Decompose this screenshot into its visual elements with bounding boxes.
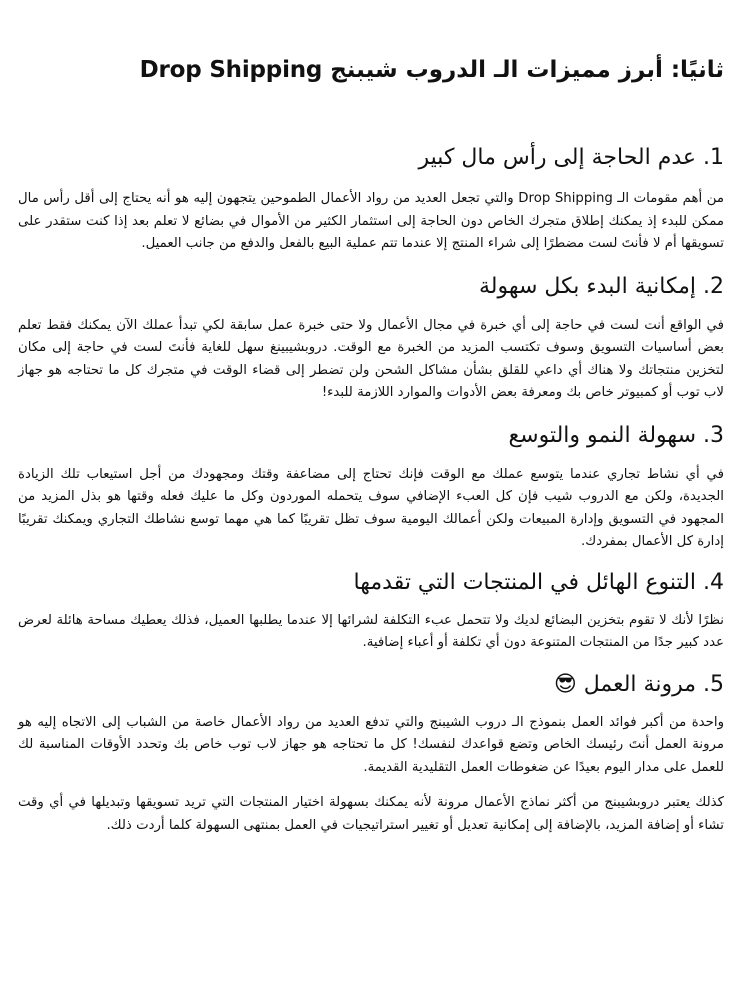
paragraph: في أي نشاط تجاري عندما يتوسع عملك مع الوقت فإنك تحتاج إلى مضاعفة وقتك ومجهودك من أجل استيعاب تلك الزيادة الجديدة، ولكن مع الدروب شيب فإن كل العبء الإضافي سوف يتحمله الموردون وكل ما عليك فعله وقتها هو بذل المزيد من المجهود في التسويق وإدارة المبيعات ولكن أعمالك اليومية سوف تظل تقريبًا كما هي مهما توسع نشاطك التجاري ويمكنك تقريبًا إدارة كل الأعمال بمفردك. <box>18 466 724 549</box>
section-heading: 5. مرونة العمل 😎 <box>553 671 724 697</box>
section-heading: 2. إمكانية البدء بكل سهولة <box>479 273 724 299</box>
paragraph: في الواقع أنت لست في حاجة إلى أي خبرة في مجال الأعمال ولا حتى خبرة عمل سابقة لكي تبدأ عملك الآن يمكنك فقط تعلم بعض أساسيات التسويق وسوف تكتسب المزيد من الخبرة مع الوقت. دروبشيبينغ سهل للغاية فأنتَ لست في حاجة إلى مكان لتخزين منتجاتك ولا هناك أي داعي للقلق بشأن مشاكل الشحن ولن تضطر إلى قضاء الوقت في متجرك كل ما تحتاجه هو جهاز لاب توب أو كمبيوتر خاص بك ومعرفة بعض الأدوات والموارد اللازمة للبدء! <box>18 317 724 400</box>
page-title: ثانيًا: أبرز مميزات الـ الدروب شيبنج Drop Shipping <box>139 57 724 83</box>
paragraph: نظرًا لأنك لا تقوم بتخزين البضائع لديك ولا تتحمل عبء التكلفة لشرائها إلا عندما يطلبها العميل، فذلك يعطيك مساحة هائلة لعرض عدد كبير جدًا من المنتجات المتنوعة دون أي تكلفة أو أعباء إضافية. <box>18 612 724 650</box>
section-heading: 4. التنوع الهائل في المنتجات التي تقدمها <box>353 569 724 595</box>
section-heading: 3. سهولة النمو والتوسع <box>508 422 724 448</box>
paragraph: واحدة من أكبر فوائد العمل بنموذج الـ دروب الشيبنج والتي تدفع العديد من رواد الأعمال خاصة من الشباب إلى الاتجاه إليه هو مرونة العمل أنتَ رئيسك الخاص وتضع قواعدك لنفسك! كل ما تحتاجه هو جهاز لاب توب خاص بك وتحدد الأوقات المناسبة لك للعمل على مدار اليوم بعيدًا عن ضغوطات العمل التقليدية القديمة. <box>18 714 724 775</box>
section-heading: 1. عدم الحاجة إلى رأس مال كبير <box>418 145 724 170</box>
paragraph: كذلك يعتبر دروبشيبنج من أكثر نماذج الأعمال مرونة لأنه يمكنك بسهولة اختيار المنتجات التي تريد تسويقها وتبديلها في أي وقت تشاء أو إضافة المزيد، بالإضافة إلى إمكانية تعديل أو تغيير استراتيجيات في العمل بمنتهى السهولة كلما أردت ذلك. <box>18 795 724 833</box>
paragraph: من أهم مقومات الـ Drop Shipping والتي تجعل العديد من رواد الأعمال الطموحين يتجهون إليه هو أنه يحتاج إلى أقل رأس مال ممكن للبدء إذ يمكنك إطلاق متجرك الخاص دون الحاجة إلى استثمار الكثير من الأموال في بضائع لا تعلم بعد إذا كنت ستقدر على تسويقها أم لا فأنتَ لست مضطرًا إلى شراء المنتج إلا عندما تتم عملية البيع بالفعل والدفع من جانب العميل. <box>18 191 724 251</box>
